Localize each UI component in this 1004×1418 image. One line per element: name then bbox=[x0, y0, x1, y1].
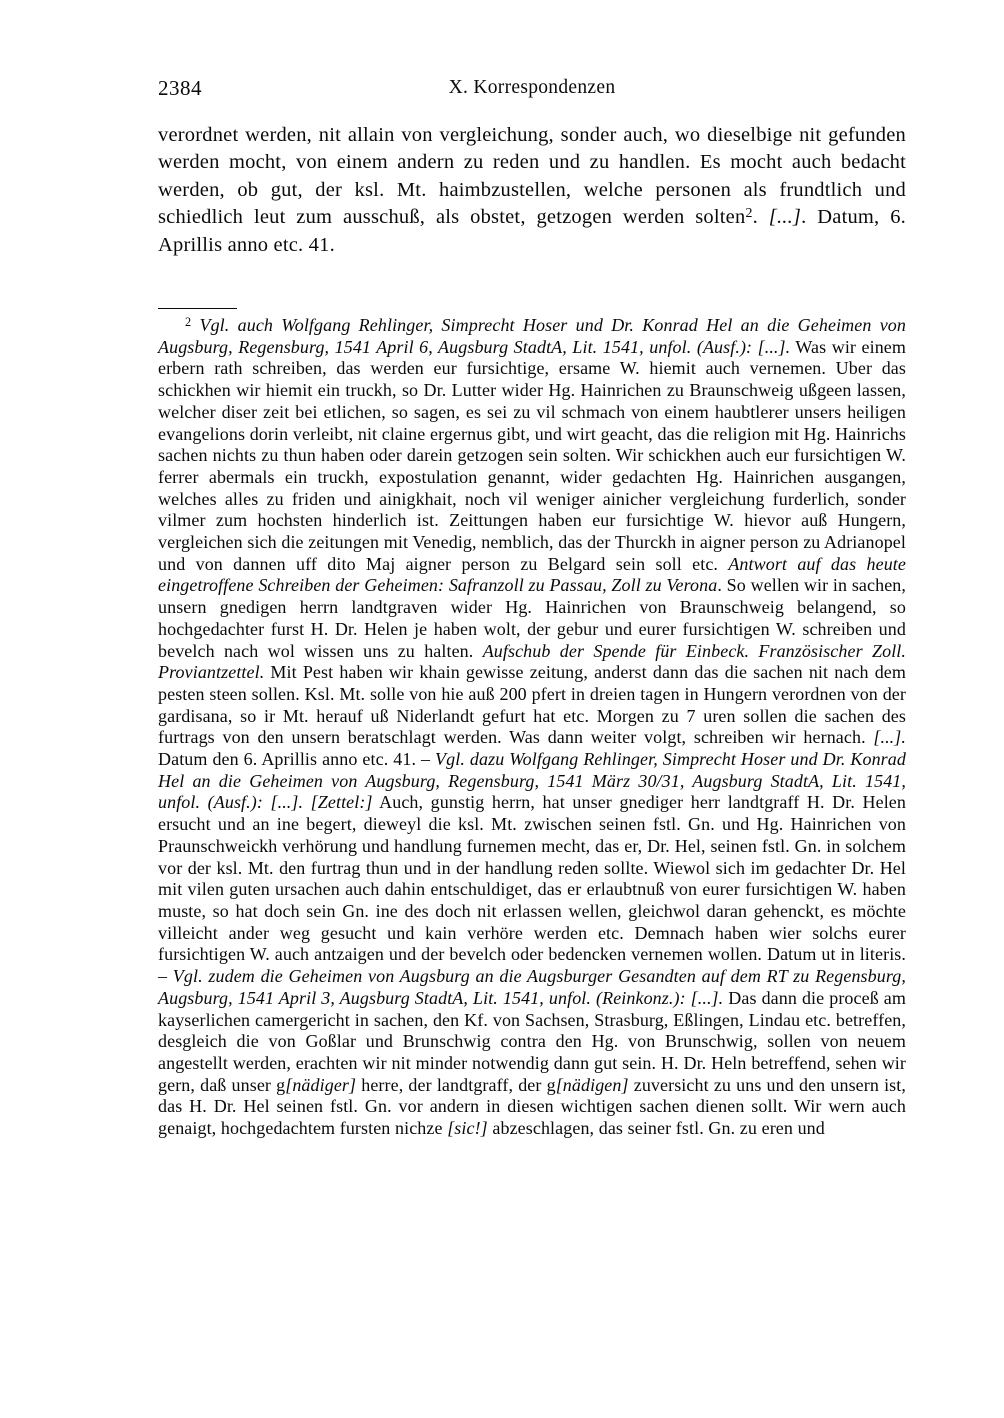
text-segment: Antwort auf das heute eingetroffene Schreiben der Geheimen: Safranzoll zu Passau, Zoll zu Verona bbox=[158, 553, 906, 596]
main-text-paragraph bbox=[158, 122, 906, 259]
text-segment: Auch, gunstig herrn, hat unser gnediger herr landtgraff H. Dr. Helen ersucht und an ine begert, dieweyl die ksl. Mt. zwischen seinen fstl. Gn. und Hg. Hainrichen von Praunschweickh verhörung und handlung furnemen mecht, das er, Dr. Hel, seinen fstl. Gn. in solchem vor der ksl. Mt. den furtrag thun und in der handlung reden sollte. Wiewol sich im gedachter Dr. Hel mit vilen guten ursachen auch dahin entschuldiget, das er erlaubtnuß von eurer fursichtigen W. haben muste, so hat doch sein Gn. ine des doch nit erlassen wellen, gleichwol daran gehenckt, es möchte villeicht ander weg gesucht und kain verhöre werden etc. Demnach haben wier solchs eurer fursichtigen W. auch antzaigen und der bevelch oder bedencken vernemen wollen. Datum ut in literis. – bbox=[158, 792, 906, 987]
text-segment: Mit Pest haben wir khain gewisse zeitung, anderst dann das die sachen nit nach dem pesten steen sollen. Ksl. Mt. solle von hie auß 200 pfert in dreien tagen in Hungern verordnen von der gardisana, so ir Mt. herauf uß Niderlandt gefurt hat etc. Morgen zu 7 uren sollen die sachen des furtrags von den unsern beratschlagt werden. Was dann weiter volgt, schreiben wir hernach. bbox=[158, 662, 906, 748]
text-segment: . Datum, 6. Aprillis anno etc. 41. bbox=[158, 206, 906, 256]
running-head-title: X. Korrespondenzen bbox=[448, 77, 616, 98]
text-segment: Vgl. auch Wolfgang Rehlinger, Simprecht Hoser und Dr. Konrad Hel an die Geheimen von Augsburg, Regensburg, 1541 April 6, Augsburg StadtA, Lit. 1541, unfol. (Ausf.): [...]. bbox=[158, 315, 906, 357]
text-segment: Datum den 6. Aprillis anno etc. 41. – bbox=[158, 749, 436, 770]
text-segment: herre, der landtgraff, der g bbox=[356, 1074, 556, 1095]
text-segment: . So wellen wir in sachen, unsern gnedigen herrn landtgraven wider Hg. Hainrichen von Braunschweig belangend, so hochgedachter furst H. Dr. Helen je haben wolt, der gebur und eurer fursichtigen W. schreiben und bevelch nach wol wissen uns zu halten. bbox=[158, 575, 906, 661]
footnote-marker: 2 bbox=[745, 205, 753, 221]
page-number: 2384 bbox=[158, 76, 202, 100]
text-segment: verordnet werden, nit allain von vergleichung, sonder auch, wo dieselbige nit gefunden werden mocht, von einem andern zu reden und zu handlen. Es mocht auch bedacht werden, ob gut, der ksl. Mt. haimbzustellen, welche personen als frundtlich und schiedlich leut zum ausschuß, als obstet, getzogen werden solten bbox=[158, 124, 906, 229]
text-segment: [nädigen] bbox=[555, 1074, 629, 1095]
footnote-marker: 2 bbox=[185, 314, 192, 329]
text-segment: [...] bbox=[768, 206, 802, 229]
running-header bbox=[158, 76, 906, 104]
text-segment: [nädiger] bbox=[285, 1074, 357, 1095]
text-segment: [sic!] bbox=[447, 1118, 488, 1139]
text-segment: abzeschlagen, das seiner fstl. Gn. zu eren und bbox=[487, 1118, 825, 1139]
text-segment: . bbox=[752, 206, 769, 229]
text-segment: Vgl. dazu Wolfgang Rehlinger, Simprecht Hoser und Dr. Konrad Hel an die Geheimen von Augsburg, Regensburg, 1541 März 30/31, Augsburg StadtA, Lit. 1541, unfol. (Ausf.): [...]. [Zettel:] bbox=[158, 749, 906, 813]
text-segment: Das dann die proceß am kayserlichen camergericht in sachen, den Kf. von Sachsen, Strasburg, Eßlingen, Lindau etc. betreffen, desgleich die von Goßlar und Brunschwig contra den Hg. von Brunschwig, sollen von neuem angestellt werden, erachten wir nit minder notwendig dann gut sein. H. Dr. Heln betreffend, sehen wir gern, daß unser g bbox=[158, 987, 906, 1095]
text-segment: [...]. bbox=[873, 727, 906, 748]
text-segment: Was wir einem erbern rath schreiben, das werden eur fursichtige, ersame W. hiemit auch vernemen. Uber das schickhen wir hiemit ein truckh, so Dr. Lutter wider Hg. Hainrichen zu Braunschweig ußgeen lassen, welcher diser zeit bei etlichen, so sagen, es sei zu vil schmach von einem haubtlerer unsers heiligen evangelions dorin verleibt, nit claine ergernus gibt, und wirt geacht, das die religion mit Hg. Hainrichs sachen nichts zu thun haben oder darein getzogen sein solten. Wir schickhen auch eur fursichtigen W. ferrer abermals ein truckh, expostulation genannt, wider gedachten Hg. Hainrichen ausgangen, welches alles zu friden und ainigkhait, noch vil weniger ainicher vergleichung furderlich, sonder vilmer zum hochsten hinderlich ist. Zeittungen haben eur fursichtige W. hievor auß Hungern, vergleichen sich die zeitungen mit Venedig, nemblich, das der Thurckh in aigner person zu Adrianopel und von dannen uff dito Maj aigner person zu Belgard sein soll etc. bbox=[158, 336, 906, 574]
footnote-separator-rule bbox=[158, 308, 237, 309]
footnote-2 bbox=[158, 315, 906, 1140]
text-segment: Aufschub der Spende für Einbeck. Französischer Zoll. Proviantzettel. bbox=[158, 640, 906, 683]
text-segment: Vgl. zudem die Geheimen von Augsburg an die Augsburger Gesandten auf dem RT zu Regensburg, Augsburg, 1541 April 3, Augsburg StadtA, Lit. 1541, unfol. (Reinkonz.): [...]. bbox=[158, 966, 906, 1008]
text-segment: zuversicht zu uns und den unsern ist, das H. Dr. Hel seinen fstl. Gn. vor andern in diesen wichtigen sachen dienen sollt. Wir wern auch genaigt, hochgedachtem fursten nichze bbox=[158, 1074, 906, 1139]
